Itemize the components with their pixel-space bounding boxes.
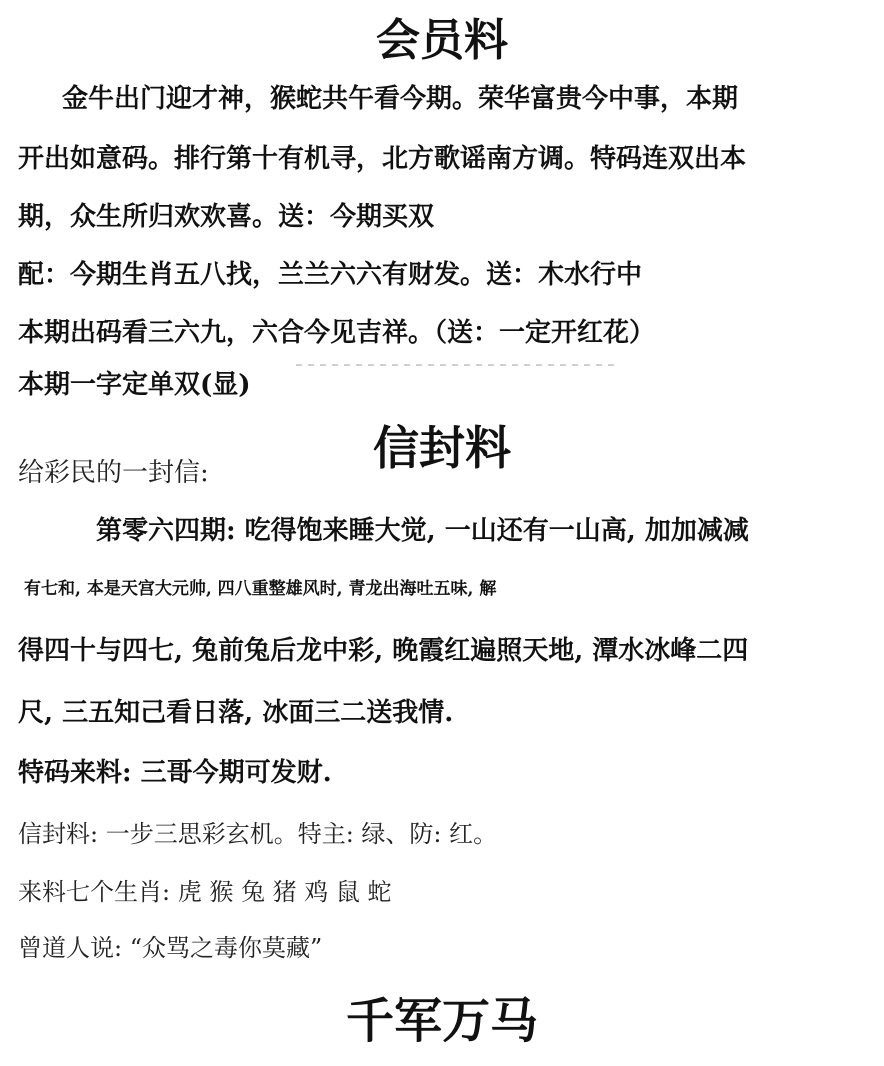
taoist-saying-line: 曾道人说: “众骂之毒你莫藏” (18, 934, 323, 962)
special-code-line: 特码来料: 三哥今期可发财. (18, 758, 332, 788)
member-line-4: 配：今期生肖五八找，兰兰六六有财发。送：木水行中 (18, 260, 643, 290)
member-line-2: 开出如意码。排行第十有机寻，北方歌谣南方调。特码连双出本 (18, 144, 747, 174)
member-line-3: 期，众生所归欢欢喜。送：今期买双 (18, 202, 435, 232)
member-line-5: 本期出码看三六九，六合今见吉祥。（送：一定开红花） (18, 318, 656, 348)
title-thousand-troops: 千军万马 (345, 993, 538, 1049)
envelope-line-3: 得四十与四七, 兔前兔后龙中彩, 晚霞红遍照天地, 潭水冰峰二四 (18, 636, 749, 666)
member-line-6: 本期一字定单双(显) (18, 370, 251, 400)
zodiac-line: 来料七个生肖: 虎 猴 兔 猪 鸡 鼠 蛇 (18, 878, 392, 906)
envelope-material-line: 信封料: 一步三思彩玄机。特主: 绿、防: 红。 (18, 820, 498, 848)
member-line-1: 金牛出门迎才神，猴蛇共午看今期。荣华富贵今中事，本期 (62, 84, 739, 114)
faint-divider (296, 364, 616, 366)
envelope-line-2: 有七和, 本是天宫大元帅, 四八重整雄风时, 青龙出海吐五味, 解 (24, 579, 497, 599)
envelope-line-4: 尺, 三五知己看日落, 冰面三二送我情. (18, 698, 454, 728)
letter-greeting: 给彩民的一封信: (18, 458, 209, 488)
title-envelope-material: 信封料 (373, 421, 511, 475)
title-member-material: 会员料 (376, 15, 508, 66)
envelope-line-1: 第零六四期: 吃得饱来睡大觉, 一山还有一山高, 加加减减 (96, 516, 749, 546)
